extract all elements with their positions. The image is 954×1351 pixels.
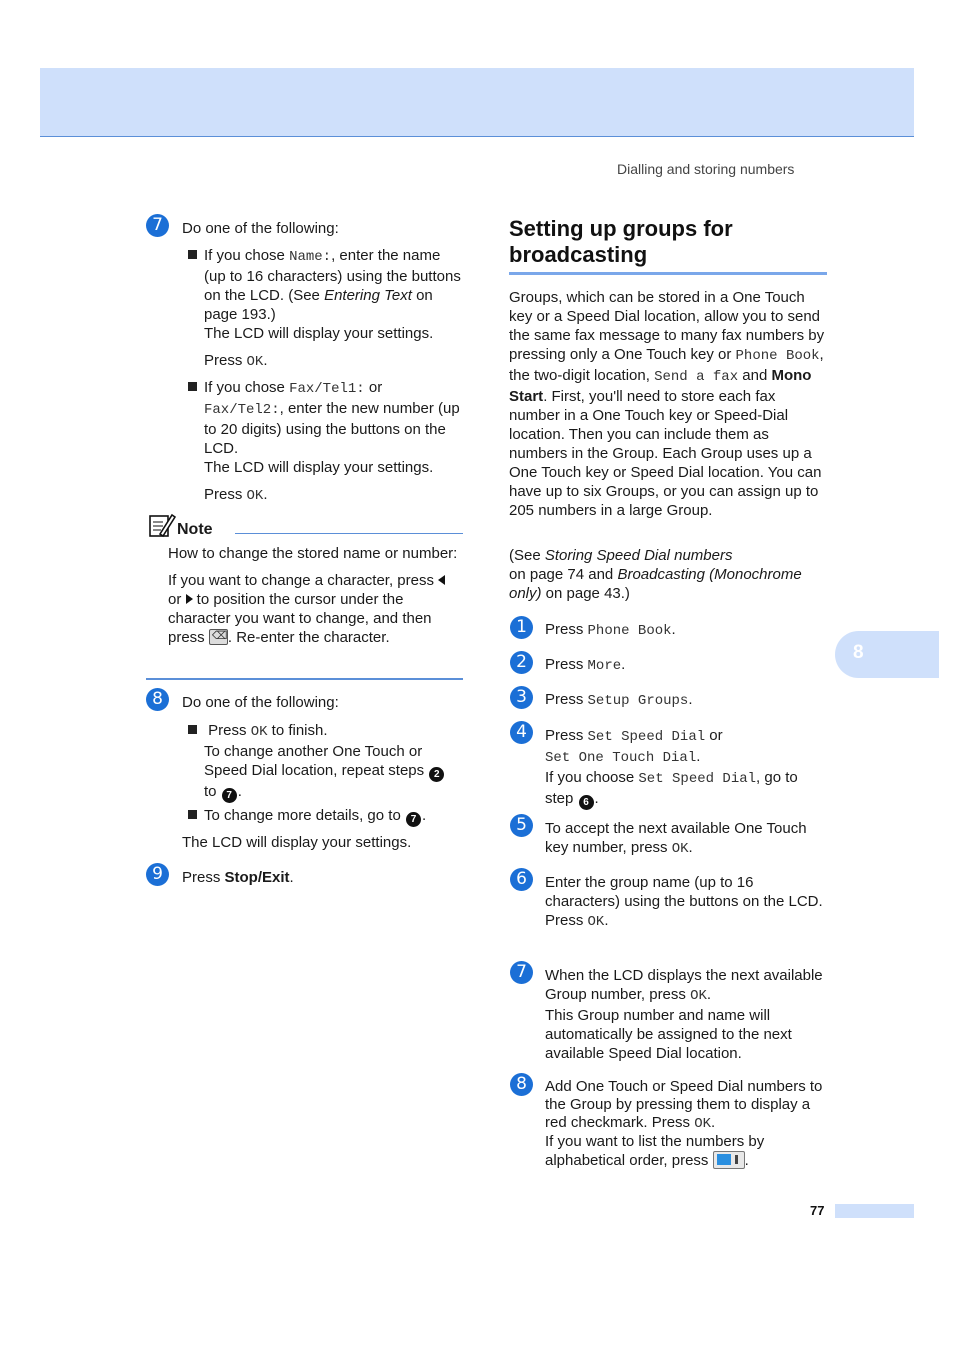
step-7-badge: 7	[146, 214, 169, 237]
note-pencil-icon	[148, 512, 176, 540]
bullet-icon	[188, 382, 197, 391]
right-step-4-text: Press Set Speed Dial or Set One Touch Dial. If you choose Set Speed Dial, go to step 6 .	[545, 727, 798, 808]
section-heading: Setting up groups for broadcasting	[509, 216, 733, 267]
right-step-3-badge: 3	[510, 686, 533, 709]
see-also-paragraph: (See Storing Speed Dial numbers on page 74 and Broadcasting (Monochrome only) on page 43.)	[509, 547, 802, 602]
page-number: 77	[810, 1203, 825, 1218]
right-step-3-text: Press Setup Groups.	[545, 691, 693, 709]
step-9-badge: 9	[146, 863, 169, 886]
right-step-5-badge: 5	[510, 814, 533, 837]
heading-rule	[509, 272, 827, 275]
right-step-2-text: Press More.	[545, 656, 626, 674]
step-8-intro: Do one of the following:	[182, 694, 339, 711]
chapter-tab	[835, 631, 939, 678]
right-step-5-text: To accept the next available One Touch key number, press OK.	[545, 820, 807, 857]
right-arrow-icon	[186, 594, 193, 604]
bullet-icon	[188, 725, 197, 734]
left-arrow-icon	[438, 575, 445, 585]
right-step-1-badge: 1	[510, 616, 533, 639]
intro-paragraph: Groups, which can be stored in a One Touch key or a Speed Dial location, allow you to send the same fax message to many fax numbers by pressing only a One Touch key or Phone Book, the two-digit location, Send a fax and Mono Start. First, you'll need to store each fax number in a One Touch key or Speed-Dial location. Then you can include them as numbers in the Group. Each Group uses up a One Touch key or Speed Dial location. You can have up to six Groups, or you can assign up to 205 numbers in a large Group.	[509, 289, 825, 519]
backspace-key-icon	[209, 629, 228, 645]
step-8-badge: 8	[146, 688, 169, 711]
note-body: How to change the stored name or number: If you want to change a character, press or to position the cursor under the character you want to change, and then press ⌫. Re-enter the character.	[168, 544, 460, 647]
right-step-7-badge: 7	[510, 961, 533, 984]
note-top-rule	[235, 533, 463, 534]
right-step-4-badge: 4	[510, 721, 533, 744]
right-step-8-badge: 8	[510, 1073, 533, 1096]
chapter-number: 8	[853, 642, 864, 663]
right-step-8-text: Add One Touch or Speed Dial numbers to the Group by pressing them to display a red checkmark. Press OK. If you want to list the numbers by alphabetical order, press .	[545, 1078, 823, 1169]
right-step-6-badge: 6	[510, 868, 533, 891]
running-head: Dialling and storing numbers	[617, 161, 795, 177]
step-8-option-more: To change more details, go to 7 .	[204, 807, 427, 825]
bullet-icon	[188, 250, 197, 259]
step-8-after: The LCD will display your settings.	[182, 834, 412, 851]
header-band	[40, 68, 914, 137]
note-bottom-rule	[146, 678, 463, 680]
page-number-bar	[835, 1204, 914, 1218]
right-step-7-text: When the LCD displays the next available Group number, press OK. This Group number and name will automatically be assigned to the next available Speed Dial location.	[545, 967, 823, 1062]
right-step-1-text: Press Phone Book.	[545, 621, 676, 639]
right-step-6-text: Enter the group name (up to 16 characters) using the buttons on the LCD. Press OK.	[545, 874, 823, 930]
note-title: Note	[177, 521, 213, 538]
step-7-option-name: If you chose Name:, enter the name (up to 16 characters) using the buttons on the LCD. (See Entering Text on page 193.) The LCD will display your settings. Press OK.	[204, 247, 461, 370]
step-8-option-finish: Press OK to finish. To change another One Touch or Speed Dial location, repeat steps 2 to 7 .	[204, 721, 466, 803]
step-7-option-fax-tel: If you chose Fax/Tel1: or Fax/Tel2:, enter the new number (up to 20 digits) using the buttons on the LCD. The LCD will display your settings. Press OK.	[204, 379, 460, 504]
step-7-intro: Do one of the following:	[182, 220, 339, 237]
bullet-icon	[188, 810, 197, 819]
right-step-2-badge: 2	[510, 651, 533, 674]
step-9-text: Press Stop/Exit.	[182, 869, 294, 886]
alphabetical-order-icon	[713, 1151, 745, 1169]
